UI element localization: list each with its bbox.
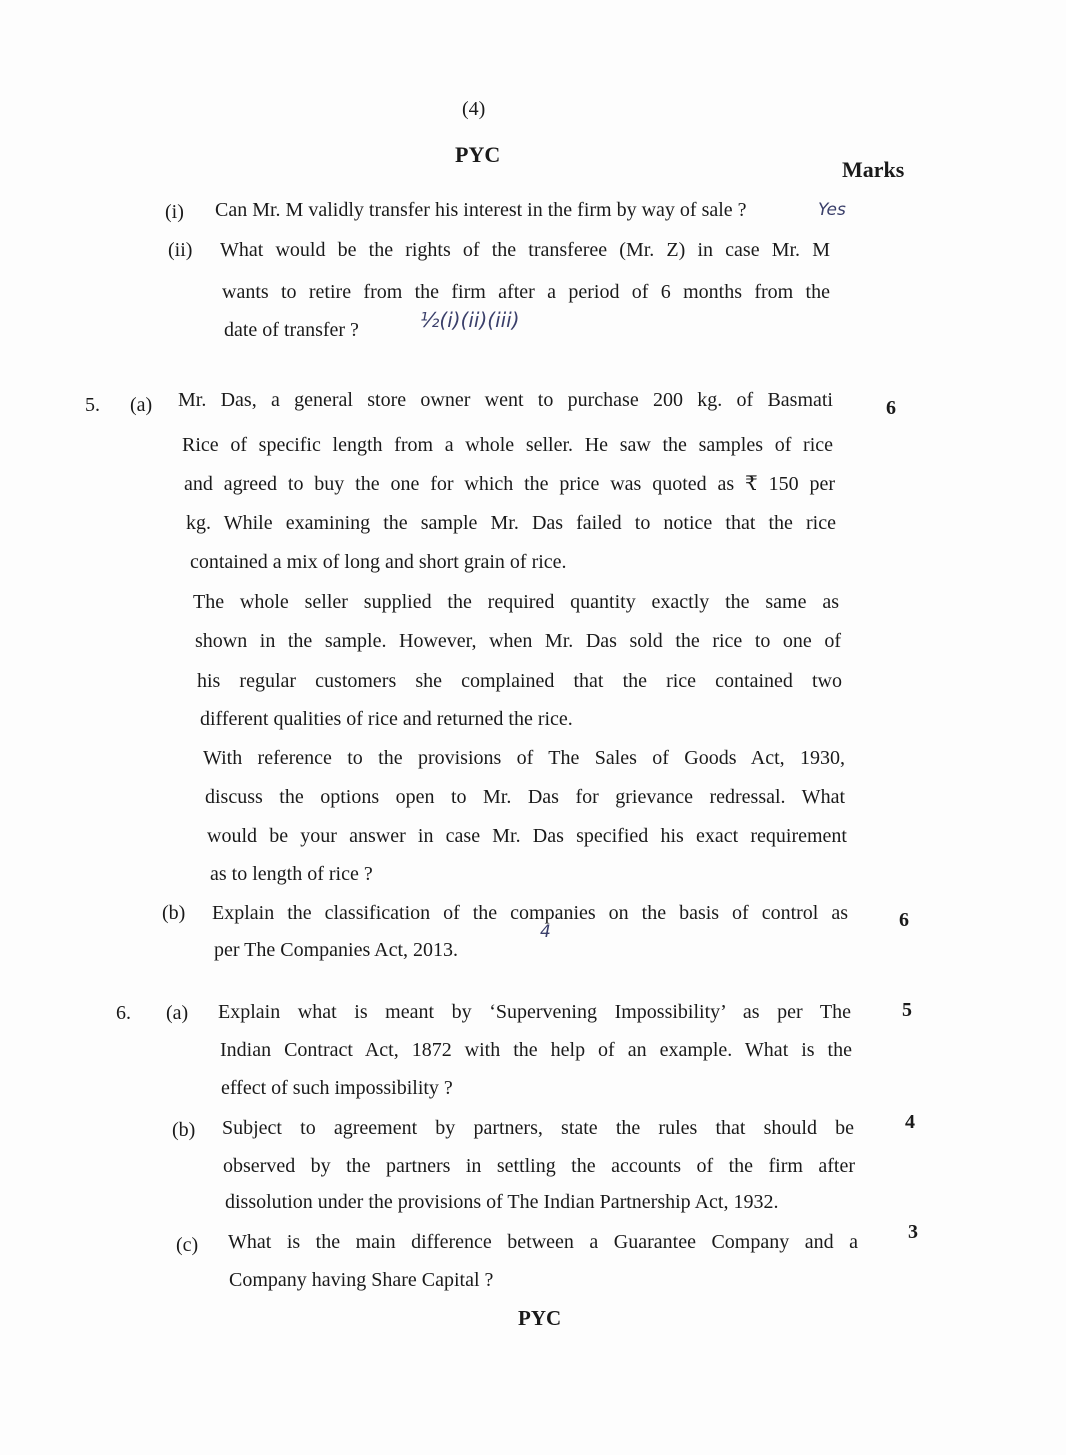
q5-a-line: kg. While examining the sample Mr. Das failed to notice that the rice — [186, 512, 836, 534]
q4-ii-line: What would be the rights of the transferee (Mr. Z) in case Mr. M — [220, 239, 830, 261]
q4-i-label: (i) — [165, 201, 184, 223]
q5-a-line: discuss the options open to Mr. Das for grievance redressal. What — [205, 786, 845, 808]
q4-ii-label: (ii) — [168, 239, 193, 261]
q5-a-line: Mr. Das, a general store owner went to purchase 200 kg. of Basmati — [178, 389, 833, 411]
page-number: (4) — [462, 98, 486, 120]
q6-b-marks: 4 — [905, 1111, 915, 1133]
q6-a-line: Indian Contract Act, 1872 with the help of an example. What is the — [220, 1039, 852, 1061]
q5-a-line: his regular customers she complained that the rice contained two — [197, 670, 842, 692]
q4-ii-line: date of transfer ? — [224, 319, 359, 341]
q6-b-line: dissolution under the provisions of The Indian Partnership Act, 1932. — [225, 1191, 779, 1213]
q6-a-marks: 5 — [902, 999, 912, 1021]
q6-a-label: (a) — [166, 1002, 189, 1024]
handwritten-note: Yes — [818, 200, 846, 220]
handwritten-note: 4 — [540, 922, 551, 942]
q5-a-label: (a) — [130, 394, 153, 416]
paper-code: PYC — [455, 142, 501, 167]
q6-c-line: Company having Share Capital ? — [229, 1269, 494, 1291]
q4-i-text: Can Mr. M validly transfer his interest in the firm by way of sale ? — [215, 199, 747, 221]
q6-c-label: (c) — [176, 1234, 199, 1256]
q5-b-marks: 6 — [899, 909, 909, 931]
q6-b-line: Subject to agreement by partners, state the rules that should be — [222, 1117, 854, 1139]
q6-b-line: observed by the partners in settling the accounts of the firm after — [223, 1155, 855, 1177]
q5-a-line: and agreed to buy the one for which the price was quoted as ₹ 150 per — [184, 473, 835, 495]
footer-code: PYC — [518, 1306, 562, 1330]
q5-number: 5. — [85, 394, 100, 416]
q5-a-line: Rice of specific length from a whole seller. He saw the samples of rice — [182, 434, 833, 456]
q5-a-line: With reference to the provisions of The Sales of Goods Act, 1930, — [203, 747, 845, 769]
q6-a-line: Explain what is meant by ‘Supervening Impossibility’ as per The — [218, 1001, 851, 1023]
q5-a-line: The whole seller supplied the required quantity exactly the same as — [193, 591, 839, 613]
q5-a-line: contained a mix of long and short grain of rice. — [190, 551, 567, 573]
q6-c-marks: 3 — [908, 1221, 918, 1243]
q5-a-line: shown in the sample. However, when Mr. Das sold the rice to one of — [195, 630, 841, 652]
marks-heading: Marks — [842, 157, 905, 182]
q6-a-line: effect of such impossibility ? — [221, 1077, 453, 1099]
q5-a-line: as to length of rice ? — [210, 863, 373, 885]
q5-b-label: (b) — [162, 902, 186, 924]
q5-b-line: per The Companies Act, 2013. — [214, 939, 459, 961]
q6-c-line: What is the main difference between a Guarantee Company and a — [228, 1231, 858, 1253]
q5-b-line: Explain the classification of the companies on the basis of control as — [212, 902, 848, 924]
q5-a-marks: 6 — [886, 397, 896, 419]
handwritten-note: ½(i)(ii)(iii) — [420, 308, 520, 332]
q5-a-line: would be your answer in case Mr. Das specified his exact requirement — [207, 825, 847, 847]
q5-a-line: different qualities of rice and returned the rice. — [200, 708, 573, 730]
q4-ii-line: wants to retire from the firm after a period of 6 months from the — [222, 281, 830, 303]
q6-b-label: (b) — [172, 1119, 196, 1141]
q6-number: 6. — [116, 1002, 131, 1024]
